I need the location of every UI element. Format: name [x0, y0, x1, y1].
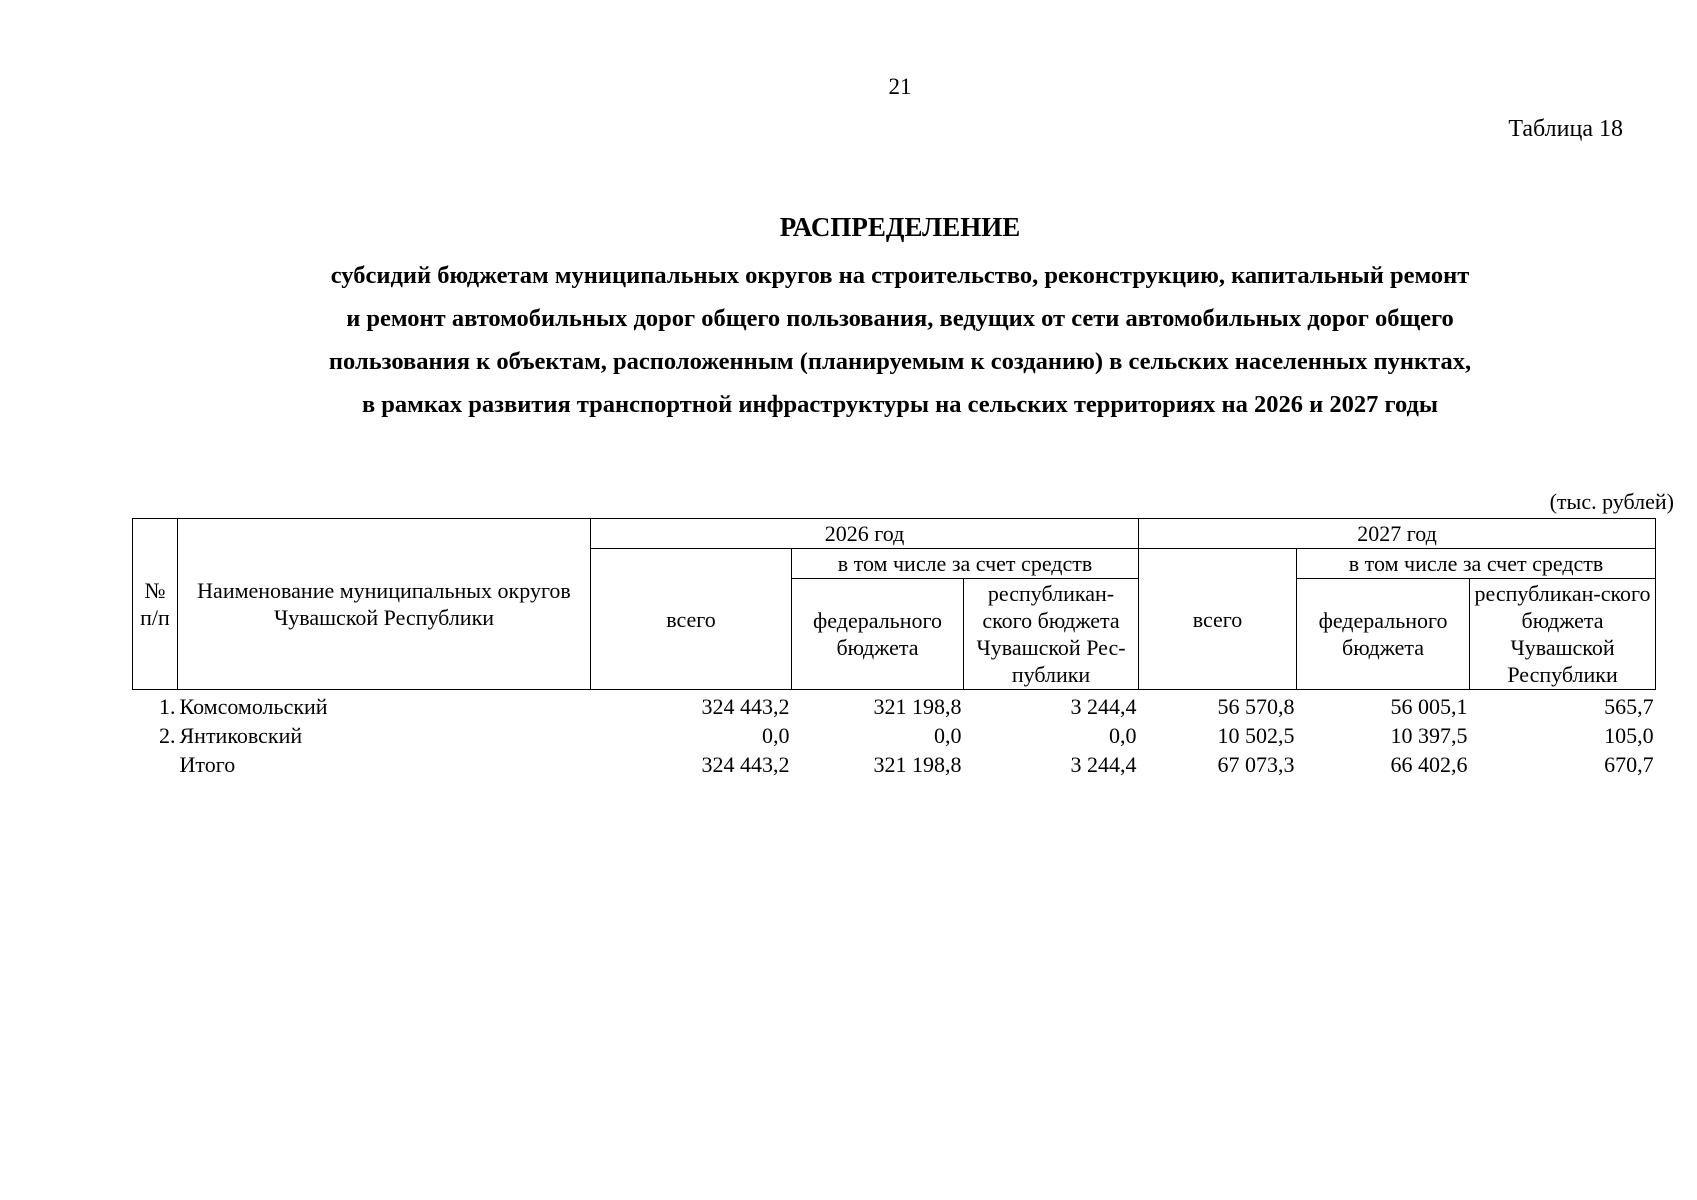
header-total-2026: всего	[591, 549, 792, 690]
title-line: в рамках развития транспортной инфраструктуры на сельских территориях на 2026 и 2027 годы	[361, 391, 1439, 418]
document-title	[0, 210, 1697, 426]
header-including-2027: в том числе за счет средств	[1297, 549, 1656, 579]
header-total-2027: всего	[1139, 549, 1297, 690]
cell-federal-2027: 56 005,1	[1390, 694, 1468, 719]
cell-total-2027: 56 570,8	[1217, 694, 1295, 719]
cell-federal-2026: 321 198,8	[873, 694, 962, 719]
header-federal-2026: федерального бюджета	[792, 579, 964, 690]
cell-republican-2027: 670,7	[1604, 752, 1654, 777]
row-num	[133, 750, 178, 779]
header-year-2027: 2027 год	[1139, 519, 1656, 549]
cell-republican-2027: 565,7	[1604, 694, 1654, 719]
cell-republican-2027: 105,0	[1604, 723, 1654, 748]
row-num: 1.	[159, 694, 176, 719]
subsidy-table	[132, 518, 1656, 779]
table-row	[133, 721, 1656, 750]
cell-total-2027: 67 073,3	[1217, 752, 1295, 777]
row-name: Комсомольский	[179, 694, 328, 719]
header-republican-2026: республикан-ского бюджета Чувашской Рес-публики	[964, 579, 1139, 690]
cell-total-2026: 324 443,2	[701, 694, 790, 719]
cell-federal-2027: 10 397,5	[1390, 723, 1468, 748]
page-number: 21	[888, 74, 912, 99]
cell-federal-2027: 66 402,6	[1390, 752, 1468, 777]
cell-total-2027: 10 502,5	[1217, 723, 1295, 748]
table-row	[133, 690, 1656, 722]
title-line: пользования к объектам, расположенным (планируемым к созданию) в сельских населенных пунктах,	[328, 348, 1472, 375]
title-line: субсидий бюджетам муниципальных округов на строительство, реконструкцию, капитальный ремонт	[330, 262, 1470, 289]
cell-republican-2026: 3 244,4	[1070, 694, 1137, 719]
header-year-2026: 2026 год	[591, 519, 1139, 549]
cell-total-2026: 0,0	[762, 723, 790, 748]
cell-federal-2026: 0,0	[934, 723, 962, 748]
header-including-2026: в том числе за счет средств	[792, 549, 1139, 579]
cell-republican-2026: 3 244,4	[1070, 752, 1137, 777]
row-name: Итого	[179, 752, 236, 777]
title-main: РАСПРЕДЕЛЕНИЕ	[779, 212, 1021, 242]
row-num: 2.	[159, 723, 176, 748]
row-name: Янтиковский	[179, 723, 303, 748]
title-line: и ремонт автомобильных дорог общего пользования, ведущих от сети автомобильных дорог общего	[346, 305, 1454, 332]
header-federal-2027: федерального бюджета	[1297, 579, 1470, 690]
table-row-total	[133, 750, 1656, 779]
header-num: № п/п	[133, 519, 178, 690]
header-republican-2027: республикан-ского бюджета Чувашской Республики	[1470, 579, 1656, 690]
cell-republican-2026: 0,0	[1109, 723, 1137, 748]
table-label: Таблица 18	[1508, 116, 1623, 142]
cell-total-2026: 324 443,2	[701, 752, 790, 777]
cell-federal-2026: 321 198,8	[873, 752, 962, 777]
unit-note: (тыс. рублей)	[1549, 489, 1674, 514]
header-name: Наименование муниципальных округов Чувашской Республики	[178, 519, 591, 690]
